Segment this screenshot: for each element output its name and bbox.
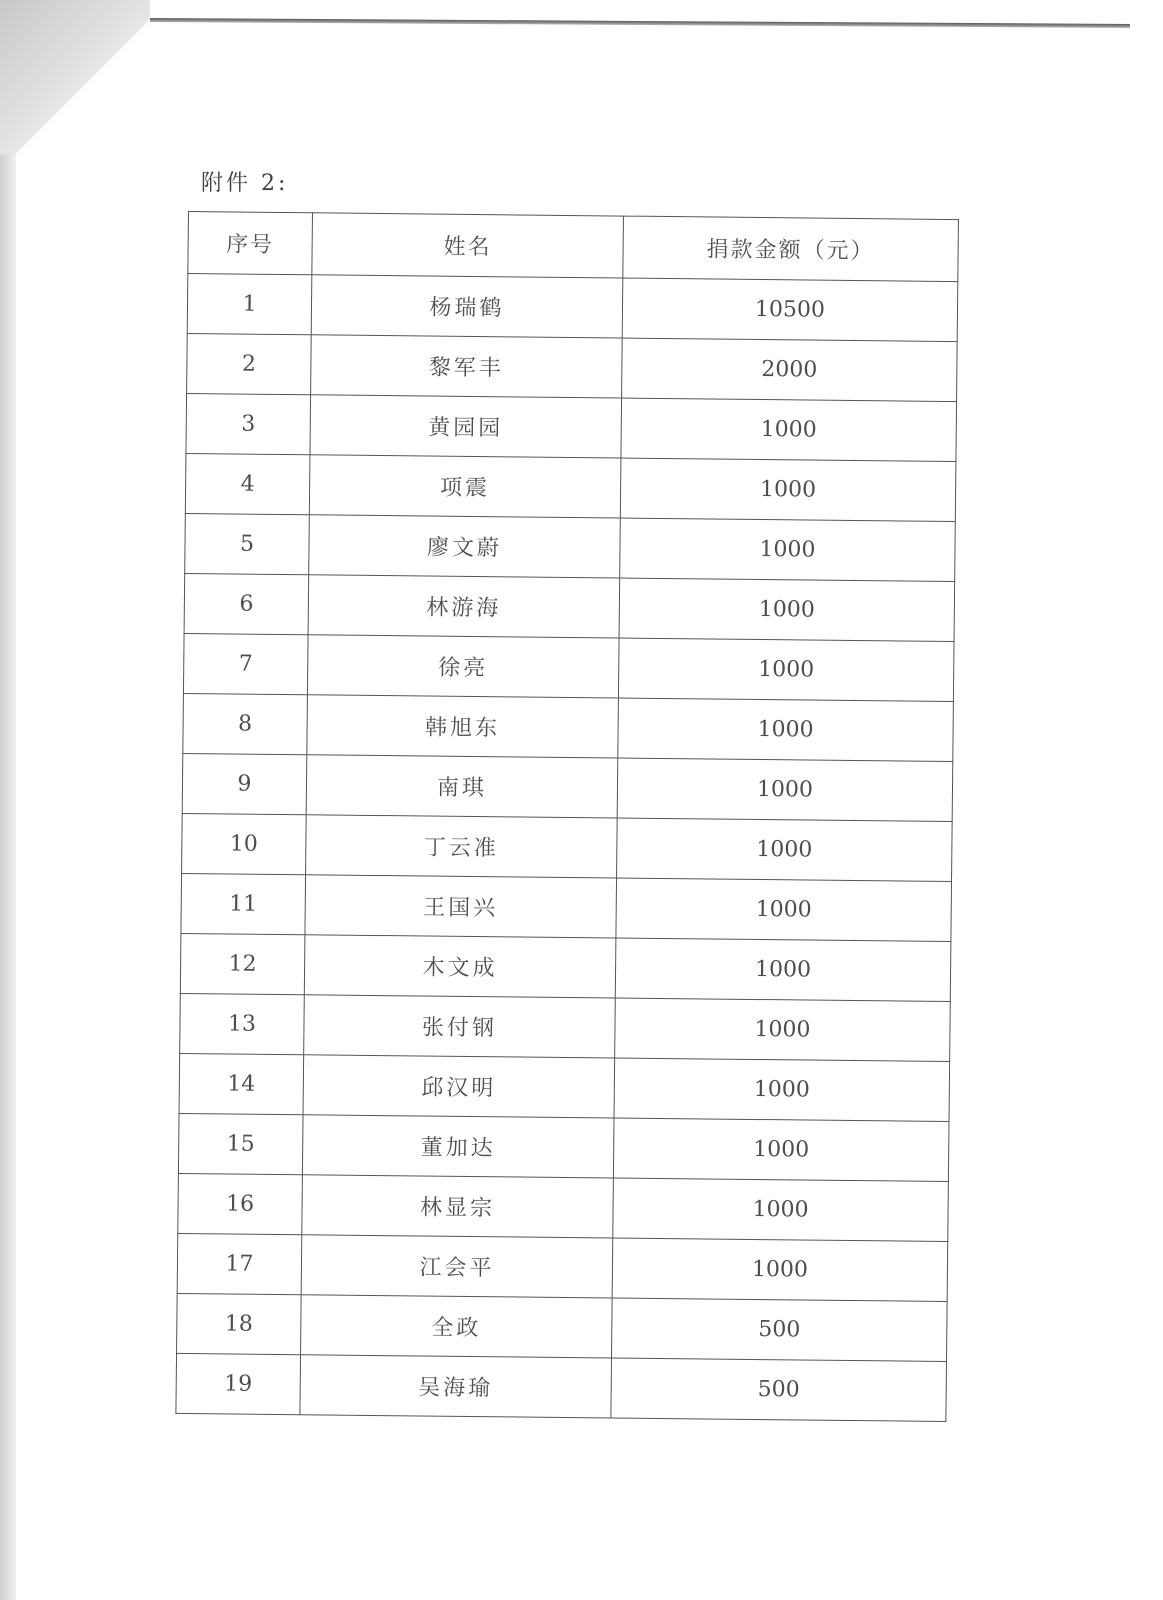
cell-name: 董加达 [302, 1115, 614, 1178]
cell-name: 林显宗 [302, 1175, 614, 1238]
cell-seq: 6 [184, 573, 309, 634]
table-row [187, 274, 958, 342]
attachment-label: 附件 2: [201, 171, 289, 196]
table-row [180, 993, 951, 1061]
cell-name: 吴海瑜 [300, 1355, 612, 1418]
table-row [181, 873, 952, 941]
cell-name: 丁云准 [306, 815, 618, 878]
cell-seq: 1 [187, 274, 312, 335]
cell-amount: 1000 [617, 818, 953, 882]
cell-seq: 2 [187, 333, 312, 394]
cell-name: 项震 [309, 455, 621, 518]
cell-name: 南琪 [306, 755, 618, 818]
table-row [179, 1053, 950, 1121]
table-row [178, 1173, 949, 1241]
header-name: 姓名 [312, 213, 624, 278]
cell-seq: 5 [185, 513, 310, 574]
cell-amount: 2000 [622, 338, 958, 402]
cell-amount: 1000 [614, 1058, 950, 1122]
cell-amount: 1000 [616, 878, 952, 942]
table-row [180, 933, 951, 1001]
cell-seq: 17 [177, 1233, 302, 1294]
header-row [188, 212, 959, 282]
cell-name: 黄园园 [310, 395, 622, 458]
cell-amount: 1000 [615, 938, 951, 1002]
table-row [184, 573, 955, 641]
cell-name: 王国兴 [305, 875, 617, 938]
cell-name: 全政 [301, 1295, 613, 1358]
table-row [185, 453, 956, 521]
cell-seq: 3 [186, 393, 311, 454]
table-row [182, 753, 953, 821]
cell-amount: 1000 [620, 518, 956, 582]
cell-seq: 11 [181, 873, 306, 934]
table-row [185, 513, 956, 581]
donation-table [175, 211, 959, 1422]
cell-seq: 19 [176, 1353, 301, 1414]
cell-seq: 14 [179, 1053, 304, 1114]
cell-seq: 7 [183, 633, 308, 694]
table-body [176, 274, 958, 1422]
folded-corner-shadow [0, 0, 150, 155]
table-row [182, 813, 953, 881]
donation-table-container [175, 211, 958, 1422]
cell-name: 杨瑞鹤 [311, 275, 623, 338]
cell-amount: 1000 [612, 1238, 948, 1302]
table-row [177, 1293, 948, 1361]
table-row [187, 333, 958, 401]
cell-amount: 1000 [613, 1118, 949, 1182]
cell-amount: 1000 [615, 998, 951, 1062]
cell-amount: 1000 [618, 698, 954, 762]
cell-seq: 9 [182, 753, 307, 814]
cell-name: 张付钢 [304, 995, 616, 1058]
table-row [178, 1113, 949, 1181]
scan-top-edge [150, 18, 1130, 28]
cell-seq: 15 [178, 1113, 303, 1174]
header-amount: 捐款金额（元） [623, 216, 959, 282]
cell-amount: 1000 [621, 398, 957, 462]
table-row [183, 633, 954, 701]
cell-name: 徐亮 [307, 635, 619, 698]
scan-edge-shadow [0, 0, 16, 1600]
table-row [183, 693, 954, 761]
cell-name: 林游海 [308, 575, 620, 638]
cell-amount: 1000 [620, 458, 956, 522]
cell-name: 廖文蔚 [309, 515, 621, 578]
cell-amount: 10500 [622, 278, 958, 342]
cell-amount: 1000 [618, 638, 954, 702]
cell-amount: 500 [611, 1358, 947, 1422]
header-seq: 序号 [188, 212, 313, 275]
cell-seq: 12 [180, 933, 305, 994]
cell-seq: 8 [183, 693, 308, 754]
cell-amount: 1000 [619, 578, 955, 642]
cell-seq: 4 [185, 453, 310, 514]
table-row [176, 1353, 947, 1421]
cell-amount: 1000 [613, 1178, 949, 1242]
table-row [177, 1233, 948, 1301]
cell-name: 黎军丰 [311, 335, 623, 398]
cell-name: 木文成 [304, 935, 616, 998]
cell-name: 江会平 [301, 1235, 613, 1298]
table-header [188, 212, 959, 282]
cell-name: 韩旭东 [307, 695, 619, 758]
cell-amount: 500 [612, 1298, 948, 1362]
cell-seq: 10 [182, 813, 307, 874]
cell-amount: 1000 [617, 758, 953, 822]
cell-seq: 18 [177, 1293, 302, 1354]
table-row [186, 393, 957, 461]
cell-seq: 13 [180, 993, 305, 1054]
cell-name: 邱汉明 [303, 1055, 615, 1118]
cell-seq: 16 [178, 1173, 303, 1234]
